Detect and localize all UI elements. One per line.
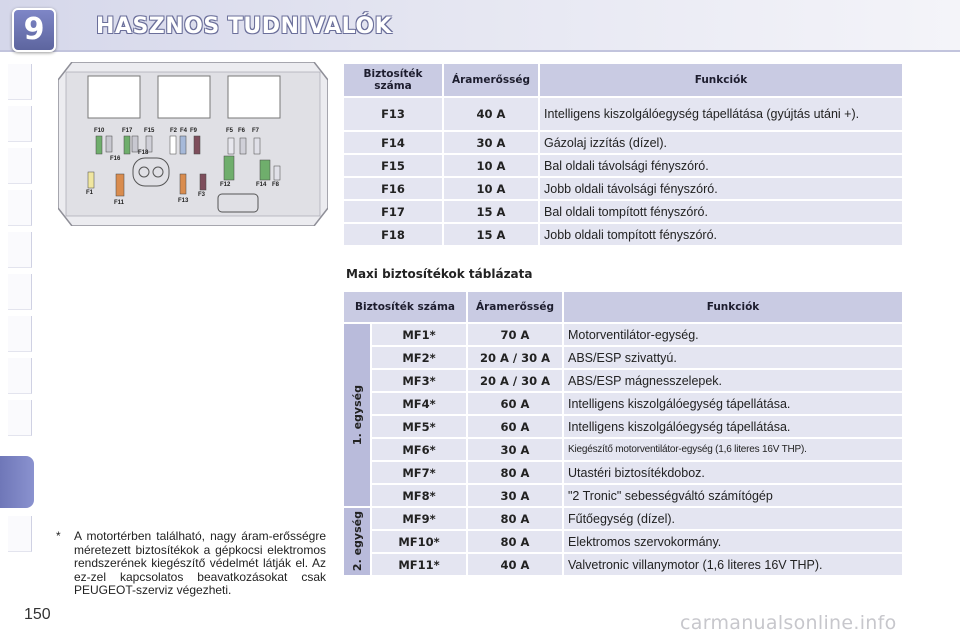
fuse-id: MF7* [372,462,466,483]
fuse-function: Intelligens kiszolgálóegység tápellátása. [564,393,902,414]
fuse-function: ABS/ESP szivattyú. [564,347,902,368]
fuse-function: Kiegészítő motorventilátor-egység (1,6 literes 16V THP). [564,439,902,460]
fuse-id: F17 [344,201,442,222]
chapter-tab[interactable] [8,190,32,226]
chapter-tab[interactable] [8,400,32,436]
fuse-amperage: 10 A [444,178,538,199]
chapter-tab[interactable] [8,232,32,268]
footnote-marker: * [56,529,61,543]
table-row [344,347,902,368]
fuse-function: Elektromos szervokormány. [564,531,902,552]
fuse-id: MF2* [372,347,466,368]
table-row [344,416,902,437]
fuse-amperage: 40 A [468,554,562,575]
chapter-tab[interactable] [8,316,32,352]
fuse-label: F8 [272,182,280,188]
fuse-id: MF9* [372,508,466,529]
chapter-badge: 9 [12,8,56,52]
fuse-function: Jobb oldali távolsági fényszóró. [540,178,902,199]
table-row [344,554,902,575]
fuse-label: F10 [94,128,105,134]
fuse-amperage: 20 A / 30 A [468,370,562,391]
fuse-id: MF10* [372,531,466,552]
fuse-id: F16 [344,178,442,199]
table-row [344,439,902,460]
fuse-amperage: 30 A [468,485,562,506]
table-row [344,224,902,245]
column-header: Áramerősség [468,292,562,322]
fuse-function: Jobb oldali tompított fényszóró. [540,224,902,245]
watermark: carmanualsonline.info [680,612,897,634]
group-cell [344,508,370,575]
fuse-function: Bal oldali távolsági fényszóró. [540,155,902,176]
fuse-amperage: 70 A [468,324,562,345]
column-header: Biztosíték száma [344,64,442,96]
table-row [344,324,902,345]
fuse-amperage: 40 A [444,98,538,130]
fuse-label: F16 [110,156,121,162]
table-row [344,370,902,391]
page-number: 150 [24,606,51,623]
fuse-function: Utastéri biztosítékdoboz. [564,462,902,483]
fuse-function: Bal oldali tompított fényszóró. [540,201,902,222]
fuse-label: F15 [144,128,155,134]
fuse-function: Valvetronic villanymotor (1,6 literes 16V THP). [564,554,902,575]
fuse-label: F17 [122,128,133,134]
fuse-id: MF6* [372,439,466,460]
table-row [344,485,902,506]
fuse-function: Motorventilátor-egység. [564,324,902,345]
section-title: Maxi biztosítékok táblázata [346,267,533,281]
fuse-function: ABS/ESP mágnesszelepek. [564,370,902,391]
fuse-id: F13 [344,98,442,130]
fuse-function: Intelligens kiszolgálóegység tápellátása. [564,416,902,437]
fuse-label: F1 [86,190,94,196]
fuse-label: F12 [220,182,231,188]
fuse-label: F6 [238,128,246,134]
footnote-text: A motortérben található, nagy áram-erősségre méretezett biztosítékok a gépkocsi elektromos rendszerének kiegészítő védelmét látják el. Az ez-zel kapcsolatos beavatkozásokat csak PEUGEOT-szerviz végezheti. [74,529,326,597]
fuse-amperage: 30 A [468,439,562,460]
chapter-tabs [0,64,34,576]
table-row [344,132,902,153]
fuse-label: F14 [256,182,267,188]
group-label: 1. egység [350,384,364,446]
column-header: Funkciók [540,64,902,96]
chapter-tab[interactable] [8,106,32,142]
fuse-function: Gázolaj izzítás (dízel). [540,132,902,153]
fuse-label: F11 [114,200,125,206]
fuse-amperage: 80 A [468,531,562,552]
fuse-id: MF1* [372,324,466,345]
group-label: 2. egység [350,511,364,572]
fuse-label: F2 [170,128,178,134]
fusebox-diagram [58,62,328,226]
chapter-tab[interactable] [8,358,32,394]
chapter-tab[interactable] [8,64,32,100]
fuse-function: Intelligens kiszolgálóegység tápellátása (gyújtás utáni +). [540,98,902,130]
column-header: Áramerősség [444,64,538,96]
footnote [56,530,326,598]
table-row [344,155,902,176]
maxi-fuse-table [342,290,904,577]
fuse-amperage: 20 A / 30 A [468,347,562,368]
column-header: Funkciók [564,292,902,322]
fuse-label: F9 [190,128,198,134]
page-header [0,0,960,52]
chapter-tab[interactable] [8,274,32,310]
fuse-label: F7 [252,128,260,134]
table-row [344,178,902,199]
table-row [344,393,902,414]
fuse-id: F15 [344,155,442,176]
group-cell [344,324,370,506]
column-header: Biztosíték száma [344,292,466,322]
fuse-label: F13 [178,198,189,204]
fuse-amperage: 60 A [468,393,562,414]
chapter-tab-active[interactable] [0,456,34,508]
fuse-amperage: 80 A [468,508,562,529]
table-row [344,531,902,552]
fuse-function: Fűtőegység (dízel). [564,508,902,529]
table-row [344,201,902,222]
fuse-label: F4 [180,128,188,134]
table-row [344,508,902,529]
fuse-function: "2 Tronic" sebességváltó számítógép [564,485,902,506]
fuse-amperage: 10 A [444,155,538,176]
fuse-label: F18 [138,150,149,156]
fuse-label: F5 [226,128,234,134]
fuse-amperage: 60 A [468,416,562,437]
fuse-id: MF11* [372,554,466,575]
table-row [344,462,902,483]
fuse-amperage: 15 A [444,201,538,222]
fuse-amperage: 80 A [468,462,562,483]
fuse-id: MF8* [372,485,466,506]
fuse-id: MF3* [372,370,466,391]
fuse-id: MF4* [372,393,466,414]
chapter-tab[interactable] [8,516,32,552]
fuse-table [342,62,904,247]
page-title: HASZNOS TUDNIVALÓK [96,14,393,39]
fuse-label: F3 [198,192,206,198]
fuse-id: F14 [344,132,442,153]
fuse-amperage: 15 A [444,224,538,245]
chapter-tab[interactable] [8,148,32,184]
fuse-id: F18 [344,224,442,245]
table-row [344,98,902,130]
fuse-amperage: 30 A [444,132,538,153]
fuse-id: MF5* [372,416,466,437]
